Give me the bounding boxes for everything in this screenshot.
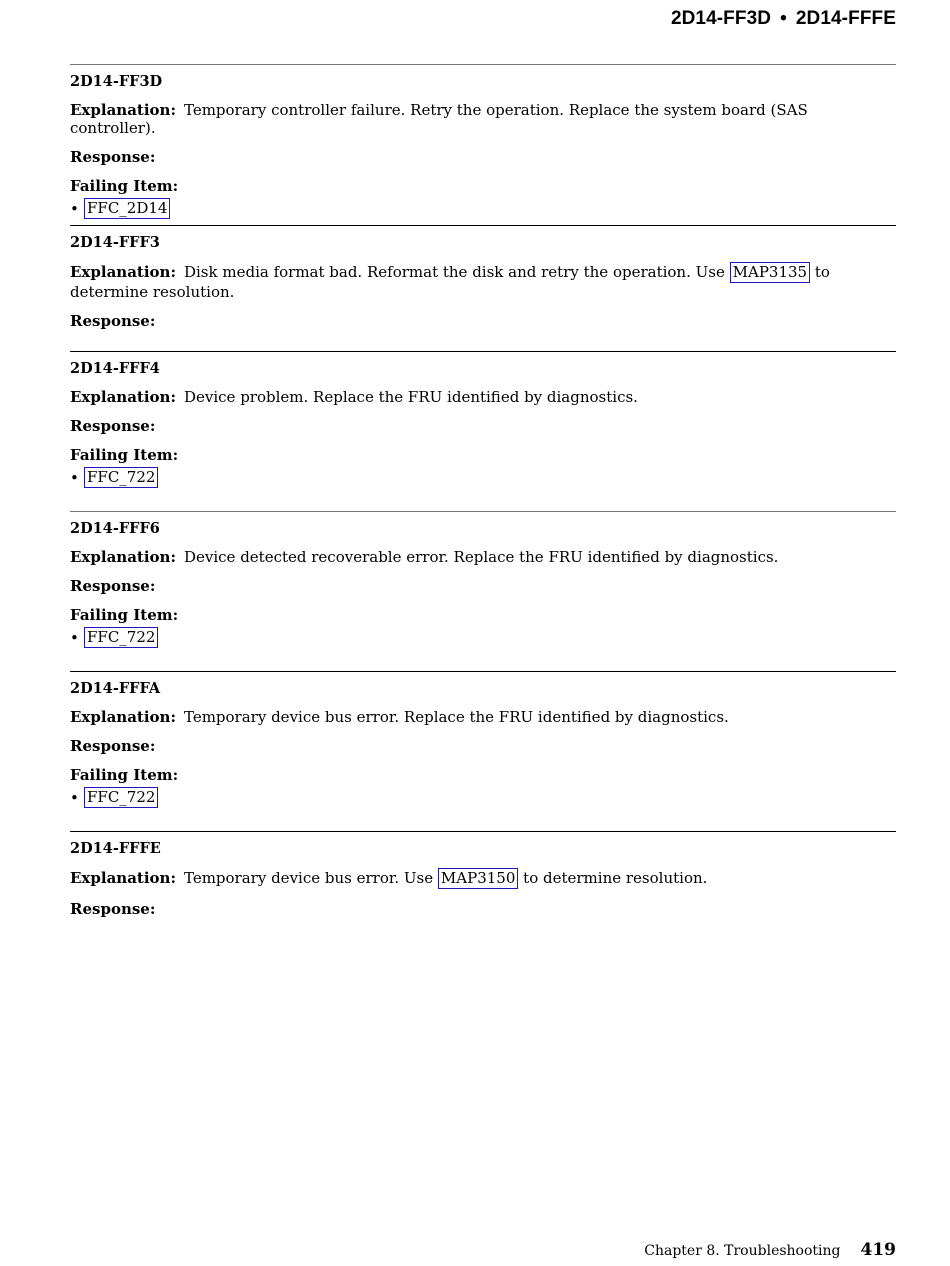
error-entry: [70, 511, 896, 671]
entry-code: 2D14-FF3D: [70, 73, 163, 90]
page-content: [70, 64, 896, 929]
failing-item-link[interactable]: FFC_722: [84, 787, 158, 808]
failing-item: [70, 467, 896, 488]
explanation-text: Disk media format bad. Reformat the disk and retry the operation. Use: [183, 263, 725, 281]
explanation-text-after: to determine resolution.: [523, 869, 708, 887]
response-label: Response:: [70, 577, 156, 595]
explanation-text: Device detected recoverable error. Replace the FRU identified by diagnostics.: [183, 548, 779, 566]
page-number: 419: [860, 1240, 896, 1260]
explanation-label: Explanation:: [70, 869, 176, 887]
entry-code: 2D14-FFFA: [70, 680, 161, 697]
response-label: Response:: [70, 417, 156, 435]
entry-code: 2D14-FFFE: [70, 840, 161, 857]
failing-item-label: Failing Item:: [70, 177, 179, 195]
explanation-text: Temporary device bus error. Use: [183, 869, 434, 887]
explanation-text: Temporary device bus error. Replace the FRU identified by diagnostics.: [183, 708, 729, 726]
footer-chapter: Chapter 8. Troubleshooting: [644, 1243, 841, 1259]
failing-item-link[interactable]: FFC_722: [84, 627, 158, 648]
page-header: [671, 8, 896, 30]
error-entry: [70, 351, 896, 511]
explanation-line: [70, 548, 896, 566]
explanation-line: [70, 388, 896, 406]
response-label: Response:: [70, 312, 156, 330]
error-entry: [70, 64, 896, 225]
failing-item-link[interactable]: FFC_2D14: [84, 198, 170, 219]
error-entry: [70, 671, 896, 831]
header-right-code: 2D14-FFFE: [795, 8, 896, 29]
page-footer: [644, 1240, 896, 1260]
header-separator: •: [780, 8, 787, 29]
explanation-line: [70, 868, 896, 889]
explanation-label: Explanation:: [70, 548, 176, 566]
explanation-text-after: to determine resolution.: [70, 263, 830, 301]
map-link[interactable]: MAP3135: [730, 262, 810, 283]
bullet: •: [70, 788, 79, 807]
explanation-text: Temporary controller failure. Retry the operation. Replace the system board (SAS controller).: [70, 101, 808, 137]
explanation-line: [70, 262, 896, 301]
failing-item: [70, 627, 896, 648]
entry-code: 2D14-FFF6: [70, 520, 160, 537]
entry-code: 2D14-FFF3: [70, 234, 160, 251]
failing-item: [70, 198, 896, 219]
entry-code: 2D14-FFF4: [70, 360, 160, 377]
explanation-text: Device problem. Replace the FRU identified by diagnostics.: [183, 388, 638, 406]
bullet: •: [70, 628, 79, 647]
failing-item-label: Failing Item:: [70, 766, 179, 784]
explanation-label: Explanation:: [70, 708, 176, 726]
response-label: Response:: [70, 737, 156, 755]
map-link[interactable]: MAP3150: [438, 868, 518, 889]
explanation-line: [70, 708, 896, 726]
bullet: •: [70, 199, 79, 218]
explanation-label: Explanation:: [70, 263, 176, 281]
failing-item-label: Failing Item:: [70, 446, 179, 464]
explanation-label: Explanation:: [70, 101, 176, 119]
explanation-line: [70, 101, 896, 137]
header-left-code: 2D14-FF3D: [670, 8, 772, 29]
bullet: •: [70, 468, 79, 487]
failing-item-label: Failing Item:: [70, 606, 179, 624]
response-label: Response:: [70, 148, 156, 166]
error-entry: [70, 225, 896, 351]
explanation-label: Explanation:: [70, 388, 176, 406]
failing-item: [70, 787, 896, 808]
response-label: Response:: [70, 900, 156, 918]
failing-item-link[interactable]: FFC_722: [84, 467, 158, 488]
error-entry: [70, 831, 896, 929]
